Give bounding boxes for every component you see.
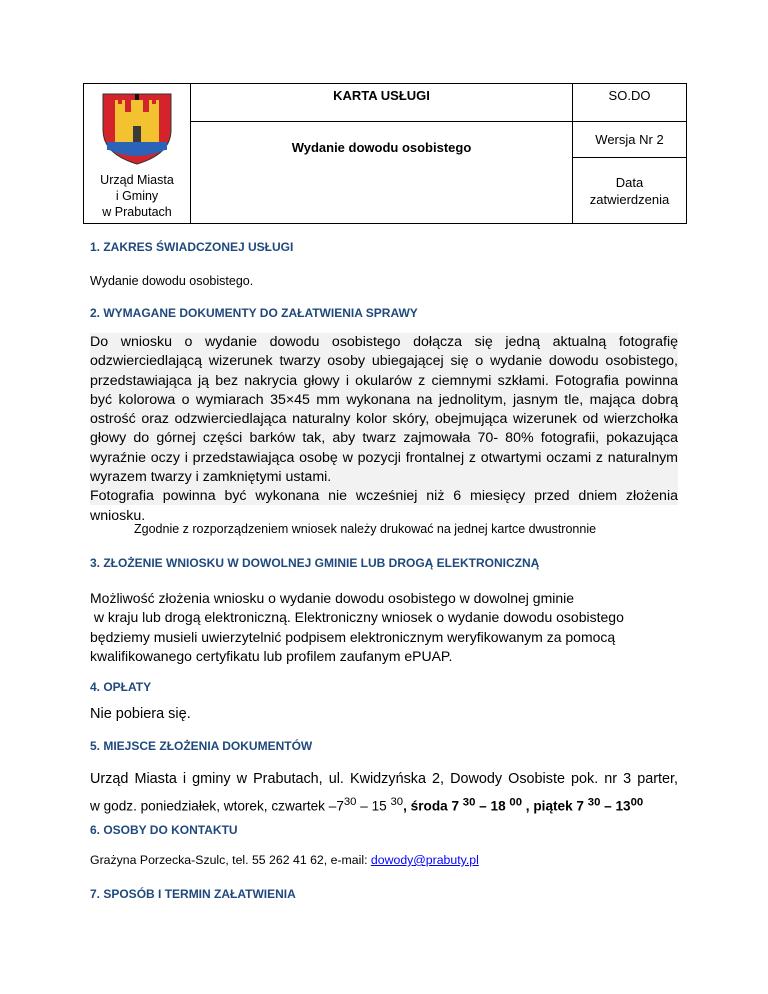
logo-cell bbox=[84, 84, 191, 224]
approval-date-label: Data zatwierdzenia bbox=[573, 158, 687, 224]
section-5-title: 5. MIEJSCE ZŁOŻENIA DOKUMENTÓW bbox=[90, 739, 313, 753]
office-hours bbox=[90, 791, 678, 818]
card-title: KARTA USŁUGI bbox=[191, 84, 573, 122]
section-5-address: Urząd Miasta i gminy w Prabutach, ul. Kwidzyńska 2, Dowody Osobiste pok. nr 3 parter, bbox=[90, 771, 678, 787]
document-code: SO.DO bbox=[573, 84, 687, 122]
office-name-line2: i Gminy bbox=[115, 189, 159, 203]
section-3-line-4: kwalifikowanego certyfikatu lub profilem zaufanym ePUAP. bbox=[90, 647, 453, 664]
section-4-title: 4. OPŁATY bbox=[90, 680, 152, 694]
section-3-line-3: będziemy musieli uwierzytelnić podpisem elektronicznym weryfikowanym za pomocą bbox=[90, 628, 616, 645]
contact-person: Grażyna Porzecka-Szulc, tel. 55 262 41 62, e-mail: bbox=[90, 853, 371, 867]
section-6-title: 6. OSOBY DO KONTAKTU bbox=[90, 823, 238, 837]
contact-email-link[interactable]: dowody@prabuty.pl bbox=[370, 853, 479, 867]
version-label: Wersja Nr 2 bbox=[573, 122, 687, 158]
section-2-paragraph-2: Fotografia powinna być wykonana nie wcześniej niż 6 miesięcy przed dniem złożenia wniosku. bbox=[90, 488, 678, 524]
section-1-text: Wydanie dowodu osobistego. bbox=[90, 274, 254, 288]
hours-mid-1: – 15 bbox=[356, 798, 391, 814]
hours-wednesday: , środa 7 bbox=[403, 798, 463, 814]
hours-sup-2: 30 bbox=[390, 796, 404, 808]
section-2-note: Zgodnie z rozporządzeniem wniosek należy drukować na jednej kartce dwustronnie bbox=[134, 522, 597, 536]
section-3-line-2: w kraju lub drogą elektroniczną. Elektroniczny wniosek o wydanie dowodu osobistego bbox=[90, 609, 624, 626]
coat-of-arms-icon bbox=[97, 90, 177, 166]
section-4-text: Nie pobiera się. bbox=[90, 706, 191, 722]
section-6-contact bbox=[90, 853, 479, 867]
office-name-line3: w Prabutach bbox=[102, 205, 172, 219]
section-5-body bbox=[90, 768, 678, 818]
hours-mid-3: – 13 bbox=[600, 798, 631, 814]
section-2-title: 2. WYMAGANE DOKUMENTY DO ZAŁATWIENIA SPRAWY bbox=[90, 306, 418, 320]
hours-sup-6: 00 bbox=[630, 796, 644, 808]
hours-mid-2: – 18 bbox=[475, 798, 510, 814]
service-card-header bbox=[83, 83, 687, 224]
hours-friday: , piątek 7 bbox=[522, 798, 588, 814]
section-3-line-1: Możliwość złożenia wniosku o wydanie dowodu osobistego w dowolnej gminie bbox=[90, 590, 575, 606]
section-3-body bbox=[90, 589, 678, 666]
hours-sup-3: 30 bbox=[462, 796, 476, 808]
hours-sup-1: 30 bbox=[343, 796, 357, 808]
hours-sup-4: 00 bbox=[509, 796, 523, 808]
service-name: Wydanie dowodu osobistego bbox=[191, 122, 573, 224]
section-7-title: 7. SPOSÓB I TERMIN ZAŁATWIENIA bbox=[90, 887, 296, 901]
hours-sup-5: 30 bbox=[587, 796, 601, 808]
hours-prefix: w godz. poniedziałek, wtorek, czwartek –7 bbox=[90, 798, 344, 814]
section-2-body bbox=[90, 333, 678, 524]
office-name-line1: Urząd Miasta bbox=[100, 173, 174, 187]
section-3-title: 3. ZŁOŻENIE WNIOSKU W DOWOLNEJ GMINIE LUB DROGĄ ELEKTRONICZNĄ bbox=[90, 556, 540, 570]
section-1-title: 1. ZAKRES ŚWIADCZONEJ USŁUGI bbox=[90, 240, 294, 254]
section-2-paragraph-1: Do wniosku o wydanie dowodu osobistego dołącza się jedną aktualną fotografię odzwierciedlającą wizerunek twarzy osoby ubiegającej się o wydanie dowodu osobistego, przedstawiająca ją bez nakrycia głowy i okularów z ciemnymi szkłami. Fotografia powinna być kolorowa o wymiarach 35×45 mm wykonana na jednolitym, jasnym tle, mająca dobrą ostrość oraz odzwierciedlająca naturalny kolor skóry, obejmująca wizerunek od wierzchołka głowy do górnej części barków tak, aby twarz zajmowała 70- 80% fotografii, pokazująca wyraźnie oczy i przedstawiająca osobę w pozycji frontalnej z otwartymi oczami z naturalnym wyrazem twarzy i zamkniętymi ustami. bbox=[90, 334, 678, 486]
